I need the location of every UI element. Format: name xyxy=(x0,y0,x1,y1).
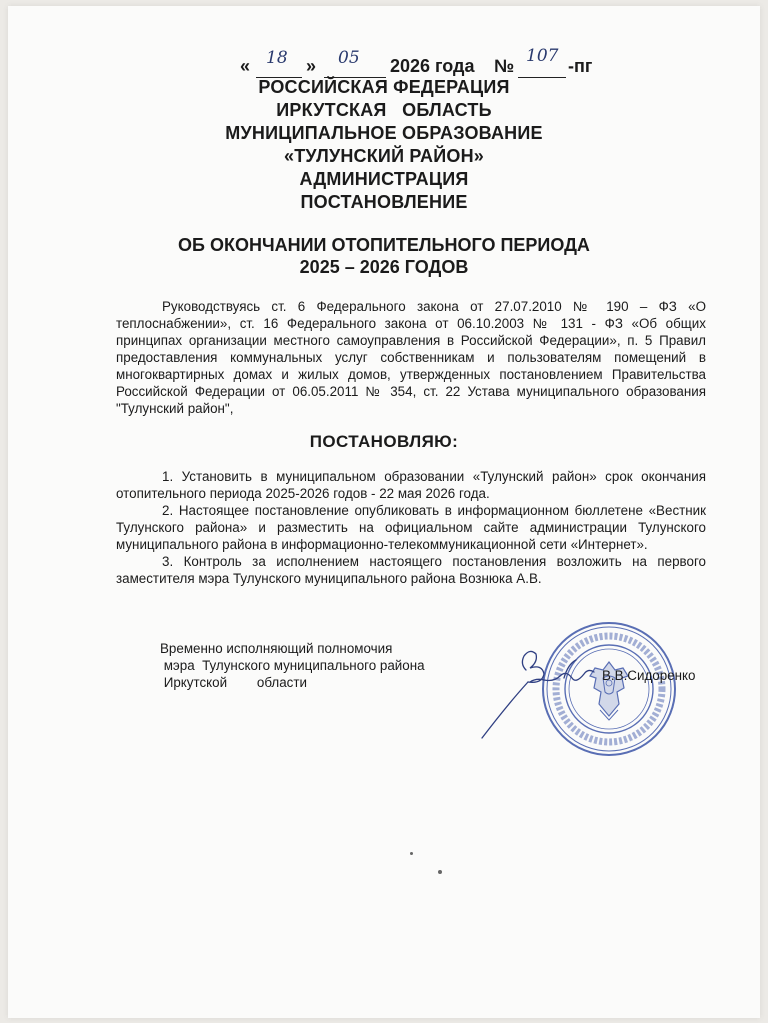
title-line-1: ОБ ОКОНЧАНИИ ОТОПИТЕЛЬНОГО ПЕРИОДА xyxy=(178,235,590,255)
handwritten-signature xyxy=(468,634,618,746)
number-handwritten: 107 xyxy=(526,46,559,66)
document-header xyxy=(8,76,760,214)
signoff-block xyxy=(160,640,425,691)
signoff-line-3: Иркутской области xyxy=(160,675,307,690)
close-quote: » xyxy=(306,56,317,76)
decree-item: 3. Контроль за исполнением настоящего постановления возложить на первого заместителя мэра Тулунского муниципального района Вознюка А.В. xyxy=(116,554,706,586)
header-doc-type: ПОСТАНОВЛЕНИЕ xyxy=(300,192,468,212)
document-page xyxy=(8,6,760,1018)
day-handwritten: 18 xyxy=(266,48,288,68)
decree-heading: ПОСТАНОВЛЯЮ: xyxy=(309,432,459,451)
signoff-line-2: мэра Тулунского муниципального района xyxy=(160,658,425,673)
decree-item: 2. Настоящее постановление опубликовать в информационном бюллетене «Вестник Тулунского района» и разместить на официальном сайте администрации Тулунского муниципального района в информационно-телекоммуникационной сети «Интернет». xyxy=(116,503,706,552)
decree-item: 1. Установить в муниципальном образовании «Тулунский район» срок окончания отопительного периода 2025-2026 годов - 22 мая 2026 года. xyxy=(116,469,706,501)
preamble-text: Руководствуясь ст. 6 Федерального закона от 27.07.2010 № 190 – ФЗ «О теплоснабжении», ст. 16 Федерального закона от 06.10.2003 № 131 - ФЗ «Об общих принципах организации местного самоуправления в Российской Федерации», п. 5 Правил предоставления коммунальных услуг собственникам и пользователям помещений в многоквартирных домах и жилых домов, утвержденных постановлением Правительства Российской Федерации от 06.05.2011 № 354, ст. 22 Устава муниципального образования "Тулунский район", xyxy=(116,299,706,416)
signer-name: В.В.Сидоренко xyxy=(602,668,696,683)
open-quote: « xyxy=(240,56,251,76)
scan-speck xyxy=(438,870,442,874)
header-body: АДМИНИСТРАЦИЯ xyxy=(299,169,469,189)
header-municipality-type: МУНИЦИПАЛЬНОЕ ОБРАЗОВАНИЕ xyxy=(225,123,543,143)
header-municipality-name: «ТУЛУНСКИЙ РАЙОН» xyxy=(284,146,484,166)
year-text: 2026 года xyxy=(390,56,475,76)
signoff-line-1: Временно исполняющий полномочия xyxy=(160,641,393,656)
number-suffix: -пг xyxy=(568,56,593,76)
title-line-2: 2025 – 2026 ГОДОВ xyxy=(299,257,469,277)
month-handwritten: 05 xyxy=(338,48,360,68)
preamble xyxy=(116,298,706,417)
header-region: ИРКУТСКАЯ ОБЛАСТЬ xyxy=(276,100,492,120)
header-country: РОССИЙСКАЯ ФЕДЕРАЦИЯ xyxy=(258,77,510,97)
scan-speck xyxy=(410,852,413,855)
document-title xyxy=(8,234,760,278)
number-sign: № xyxy=(494,56,515,76)
decree-items xyxy=(116,468,706,587)
